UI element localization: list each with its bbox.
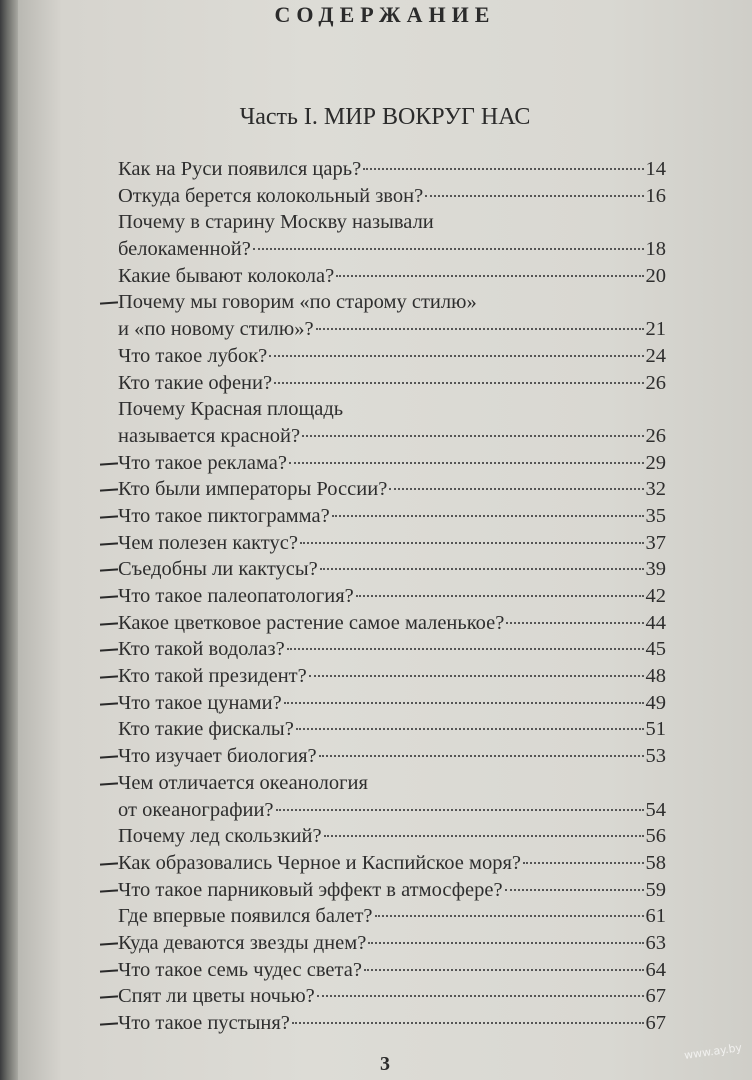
dot-leader: [274, 382, 643, 384]
pencil-mark-icon: [100, 969, 118, 972]
toc-entry-row: [118, 797, 666, 824]
book-spine-edge: [0, 0, 18, 1080]
dot-leader: [284, 702, 644, 704]
table-of-contents: [118, 156, 666, 1037]
toc-page-number: 64: [645, 958, 666, 981]
dot-leader: [292, 1022, 644, 1024]
toc-entry-row: [118, 343, 666, 370]
toc-entry-row: [118, 983, 666, 1010]
toc-page-number: 59: [645, 878, 666, 901]
toc-entry: [118, 610, 666, 637]
toc-entry-row: [118, 610, 666, 637]
toc-entry-title: Спят ли цветы ночью?: [118, 985, 315, 1008]
pencil-mark-icon: [100, 649, 118, 652]
pencil-mark-icon: [100, 942, 118, 945]
toc-entry-title: Кто были императоры России?: [118, 478, 388, 501]
toc-entry-row: [118, 663, 666, 690]
toc-entry-row: [118, 183, 666, 210]
pencil-mark-icon: [100, 862, 118, 865]
part-title: Часть I. МИР ВОКРУГ НАС: [239, 104, 531, 130]
toc-entry: [118, 930, 666, 957]
toc-entry-title: Что такое парниковый эффект в атмосфере?: [118, 878, 503, 901]
toc-entry-row: [118, 957, 666, 984]
dot-leader: [523, 862, 643, 864]
toc-page-number: 54: [645, 798, 666, 821]
toc-entry-title: Кто такие офени?: [118, 371, 273, 394]
toc-page-number: 32: [645, 478, 666, 501]
dot-leader: [368, 942, 643, 944]
toc-entry: [118, 183, 666, 210]
toc-entry-row: [118, 583, 666, 610]
toc-page-number: 44: [645, 611, 666, 634]
toc-page-number: 45: [645, 638, 666, 661]
toc-page-number: 18: [645, 238, 666, 261]
toc-page-number: 26: [645, 424, 666, 447]
toc-entry-row: [118, 530, 666, 557]
toc-entry: [118, 530, 666, 557]
toc-page-number: 56: [645, 825, 666, 848]
dot-leader: [324, 835, 644, 837]
toc-entry-title: Кто такие фискалы?: [118, 718, 294, 741]
pencil-mark-icon: [100, 302, 118, 305]
toc-page-number: 20: [645, 264, 666, 287]
toc-entry-title: Почему лед скользкий?: [118, 825, 322, 848]
dot-leader: [363, 168, 643, 170]
toc-entry-title: Почему мы говорим «по старому стилю»: [118, 291, 477, 314]
toc-entry: [118, 556, 666, 583]
pencil-mark-icon: [100, 889, 118, 892]
pencil-mark-icon: [100, 462, 118, 465]
dot-leader: [332, 515, 644, 517]
toc-entry-row: [118, 450, 666, 477]
dot-leader: [364, 969, 644, 971]
toc-entry-row: [118, 503, 666, 530]
toc-entry-title: Что изучает биология?: [118, 745, 317, 768]
toc-entry: [118, 663, 666, 690]
toc-entry: [118, 503, 666, 530]
toc-entry: [118, 823, 666, 850]
watermark: www.ay.by: [683, 1041, 743, 1062]
toc-entry: [118, 636, 666, 663]
toc-entry-title: Что такое семь чудес света?: [118, 958, 362, 981]
dot-leader: [319, 755, 644, 757]
toc-entry-title: Кто такой водолаз?: [118, 638, 285, 661]
toc-entry-title: Почему Красная площадь: [118, 398, 344, 421]
toc-entry: [118, 983, 666, 1010]
toc-entry-title-continued: от океанографии?: [118, 798, 274, 821]
pencil-mark-icon: [100, 675, 118, 678]
dot-leader: [287, 648, 644, 650]
toc-entry-row: [118, 903, 666, 930]
toc-entry-row: [118, 476, 666, 503]
dot-leader: [356, 595, 644, 597]
toc-entry-row: [118, 850, 666, 877]
toc-entry-title: Чем полезен кактус?: [118, 531, 298, 554]
toc-entry-row: [118, 556, 666, 583]
toc-entry-row: [118, 823, 666, 850]
toc-entry-row: [118, 636, 666, 663]
dot-leader: [425, 195, 643, 197]
toc-entry: [118, 289, 666, 342]
toc-entry: [118, 396, 666, 449]
pencil-mark-icon: [100, 996, 118, 999]
toc-entry-title: Какие бывают колокола?: [118, 264, 335, 287]
toc-entry-title: Что такое палеопатология?: [118, 585, 354, 607]
page-heading: СОДЕРЖАНИЕ: [274, 2, 496, 27]
dot-leader: [317, 995, 644, 997]
toc-entry-title: Как образовались Черное и Каспийское моря?: [118, 851, 522, 874]
toc-entry: [118, 263, 666, 290]
toc-entry-row: [118, 877, 666, 904]
pencil-mark-icon: [100, 702, 118, 705]
pencil-mark-icon: [100, 782, 118, 785]
dot-leader: [320, 568, 644, 570]
toc-entry-title: Что такое пиктограмма?: [118, 504, 330, 527]
toc-page-number: 29: [645, 451, 666, 474]
toc-page-number: 63: [645, 931, 666, 954]
toc-entry-title: Съедобны ли кактусы?: [118, 558, 318, 581]
toc-entry-title: Что такое реклама?: [118, 451, 288, 474]
toc-page-number: 39: [645, 558, 666, 581]
toc-entry-title: Что такое пустыня?: [118, 1012, 290, 1034]
toc-entry-row: [118, 370, 666, 397]
book-page: [18, 0, 752, 1080]
toc-entry: [118, 850, 666, 877]
dot-leader: [253, 248, 644, 250]
toc-entry-title: Что такое лубок?: [118, 344, 268, 367]
toc-entry-row: [118, 423, 666, 450]
toc-entry-title: Где впервые появился балет?: [118, 905, 373, 928]
toc-page-number: 42: [645, 585, 666, 607]
dot-leader: [269, 355, 643, 357]
toc-entry: [118, 690, 666, 717]
dot-leader: [276, 809, 644, 811]
toc-page-number: 26: [645, 371, 666, 394]
toc-entry-row: [118, 716, 666, 743]
toc-page-number: 16: [645, 184, 666, 207]
toc-entry-title: Кто такой президент?: [118, 665, 307, 688]
toc-entry: [118, 877, 666, 904]
toc-entry: [118, 903, 666, 930]
toc-page-number: 58: [645, 851, 666, 874]
toc-entry-title: Что такое цунами?: [118, 691, 282, 714]
toc-entry-title-continued: называется красной?: [118, 424, 301, 447]
toc-entry: [118, 156, 666, 183]
toc-entry-title-continued: и «по новому стилю»?: [118, 318, 314, 341]
toc-entry-title: Какое цветковое растение самое маленькое?: [118, 611, 505, 634]
dot-leader: [289, 462, 643, 464]
toc-entry-title: Чем отличается океанология: [118, 771, 368, 794]
toc-entry-title: Почему в старину Москву называли: [118, 211, 434, 234]
toc-entry: [118, 450, 666, 477]
dot-leader: [316, 328, 644, 330]
toc-entry-row: [118, 743, 666, 770]
dot-leader: [505, 889, 644, 891]
toc-page-number: 67: [645, 1012, 666, 1034]
toc-page-number: 48: [645, 665, 666, 688]
toc-page-number: 35: [645, 504, 666, 527]
toc-page-number: 53: [645, 745, 666, 768]
page-number: 3: [380, 1053, 390, 1075]
dot-leader: [336, 275, 643, 277]
toc-page-number: 49: [645, 691, 666, 714]
toc-page-number: 37: [645, 531, 666, 554]
toc-entry: [118, 583, 666, 610]
toc-entry-row: [118, 690, 666, 717]
dot-leader: [302, 435, 643, 437]
pencil-mark-icon: [100, 595, 118, 598]
toc-page-number: 24: [645, 344, 666, 367]
toc-entry-row: [118, 1010, 666, 1037]
toc-page-number: 61: [645, 905, 666, 928]
pencil-mark-icon: [100, 489, 118, 492]
toc-entry-row: [118, 263, 666, 290]
toc-entry-row: [118, 236, 666, 263]
pencil-mark-icon: [100, 569, 118, 572]
toc-entry: [118, 209, 666, 262]
toc-entry-title: Как на Руси появился царь?: [118, 158, 362, 180]
toc-entry: [118, 1010, 666, 1037]
toc-entry-title: Куда деваются звезды днем?: [118, 931, 367, 954]
dot-leader: [300, 542, 644, 544]
pencil-mark-icon: [100, 755, 118, 758]
pencil-mark-icon: [100, 542, 118, 545]
pencil-mark-icon: [100, 622, 118, 625]
toc-entry-row: [118, 316, 666, 343]
toc-entry-row: [118, 930, 666, 957]
toc-entry: [118, 770, 666, 823]
toc-entry: [118, 476, 666, 503]
toc-entry: [118, 716, 666, 743]
pencil-mark-icon: [100, 1022, 118, 1025]
toc-entry-title-continued: белокаменной?: [118, 238, 251, 261]
toc-page-number: 51: [645, 718, 666, 741]
dot-leader: [375, 915, 644, 917]
toc-page-number: 14: [645, 158, 666, 180]
dot-leader: [296, 728, 644, 730]
dot-leader: [389, 488, 643, 490]
toc-page-number: 21: [645, 318, 666, 341]
toc-entry-row: [118, 156, 666, 183]
toc-entry: [118, 370, 666, 397]
toc-entry: [118, 343, 666, 370]
dot-leader: [309, 675, 644, 677]
pencil-mark-icon: [100, 515, 118, 518]
toc-entry-title: Откуда берется колокольный звон?: [118, 184, 424, 207]
dot-leader: [506, 622, 643, 624]
toc-entry: [118, 957, 666, 984]
toc-page-number: 67: [645, 985, 666, 1008]
toc-entry: [118, 743, 666, 770]
